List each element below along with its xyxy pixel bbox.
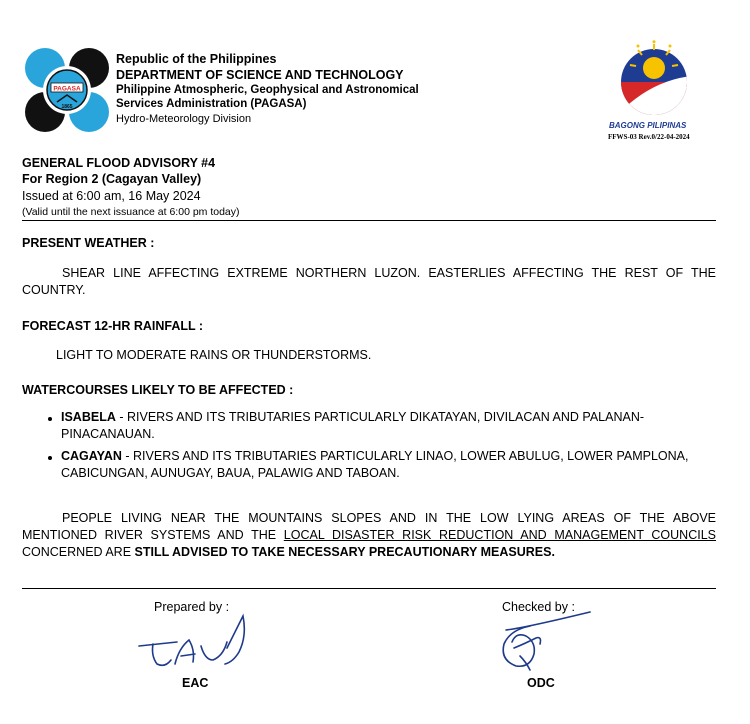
province-isabela: ISABELA — [61, 410, 116, 424]
prepared-by-label: Prepared by : — [154, 600, 230, 614]
present-weather-text: SHEAR LINE AFFECTING EXTREME NORTHERN LUZON. EASTERLIES AFFECTING THE REST OF THE COUNTRY. — [22, 266, 716, 297]
header-agency-line1: Philippine Atmospheric, Geophysical and Astronomical — [116, 84, 419, 96]
advisory-validity: (Valid until the next issuance at 6:00 pm today) — [22, 206, 240, 218]
header-department: DEPARTMENT OF SCIENCE AND TECHNOLOGY — [116, 68, 404, 82]
present-weather-heading: PRESENT WEATHER : — [22, 236, 155, 250]
bagong-pilipinas-caption: BAGONG PILIPINAS — [609, 121, 687, 130]
header-divider — [22, 220, 716, 221]
watercourse-isabela-text: - RIVERS AND ITS TRIBUTARIES PARTICULARLY DIKATAYAN, DIVILACAN AND PALANAN-PINACANAUAN. — [61, 410, 645, 441]
checked-signature — [480, 608, 600, 676]
forecast-text: LIGHT TO MODERATE RAINS OR THUNDERSTORMS. — [56, 348, 372, 362]
pagasa-logo-year: 1865 — [61, 104, 73, 110]
bagong-pilipinas-logo — [612, 40, 696, 118]
checked-by-label: Checked by : — [502, 600, 575, 614]
watercourse-item-cagayan — [61, 448, 701, 482]
advice-paragraph — [22, 510, 716, 561]
pagasa-logo-text: PAGASA — [53, 85, 81, 93]
advice-drrm-councils: LOCAL DISASTER RISK REDUCTION AND MANAGEMENT COUNCILS — [283, 528, 716, 542]
province-cagayan: CAGAYAN — [61, 449, 122, 463]
bullet-isabela — [48, 417, 52, 421]
header-block — [116, 52, 456, 132]
checked-by-name: ODC — [527, 676, 555, 690]
footer-divider — [22, 588, 716, 589]
header-agency-line2: Services Administration (PAGASA) — [116, 98, 307, 110]
prepared-signature — [135, 612, 255, 674]
header-division: Hydro-Meteorology Division — [116, 113, 252, 125]
advice-part3: CONCERNED ARE — [22, 545, 135, 559]
watercourse-cagayan-text: - RIVERS AND ITS TRIBUTARIES PARTICULARLY LINAO, LOWER ABULUG, LOWER PAMPLONA, CABICUNGAN, AUNUGAY, BAUA, PALAWIG AND TABOAN. — [61, 449, 689, 480]
prepared-by-name: EAC — [182, 676, 209, 690]
bullet-cagayan — [48, 456, 52, 460]
pagasa-logo — [24, 47, 110, 133]
watercourses-heading: WATERCOURSES LIKELY TO BE AFFECTED : — [22, 383, 294, 397]
advice-part1: PEOPLE LIVING NEAR THE MOUNTAINS SLOPES AND IN THE LOW LYING AREAS OF THE ABOVE MENTIONED RIVER SYSTEMS AND THE — [22, 511, 716, 542]
header-republic: Republic of the Philippines — [116, 52, 277, 66]
advisory-issued: Issued at 6:00 am, 16 May 2024 — [22, 189, 201, 203]
advisory-title: GENERAL FLOOD ADVISORY #4 — [22, 156, 216, 170]
advice-precaution: STILL ADVISED TO TAKE NECESSARY PRECAUTIONARY MEASURES. — [134, 545, 555, 559]
forecast-heading: FORECAST 12-HR RAINFALL : — [22, 319, 204, 333]
form-reference: FFWS-03 Rev.0/22-04-2024 — [608, 133, 690, 141]
advisory-region: For Region 2 (Cagayan Valley) — [22, 172, 202, 186]
watercourse-item-isabela — [61, 409, 701, 443]
